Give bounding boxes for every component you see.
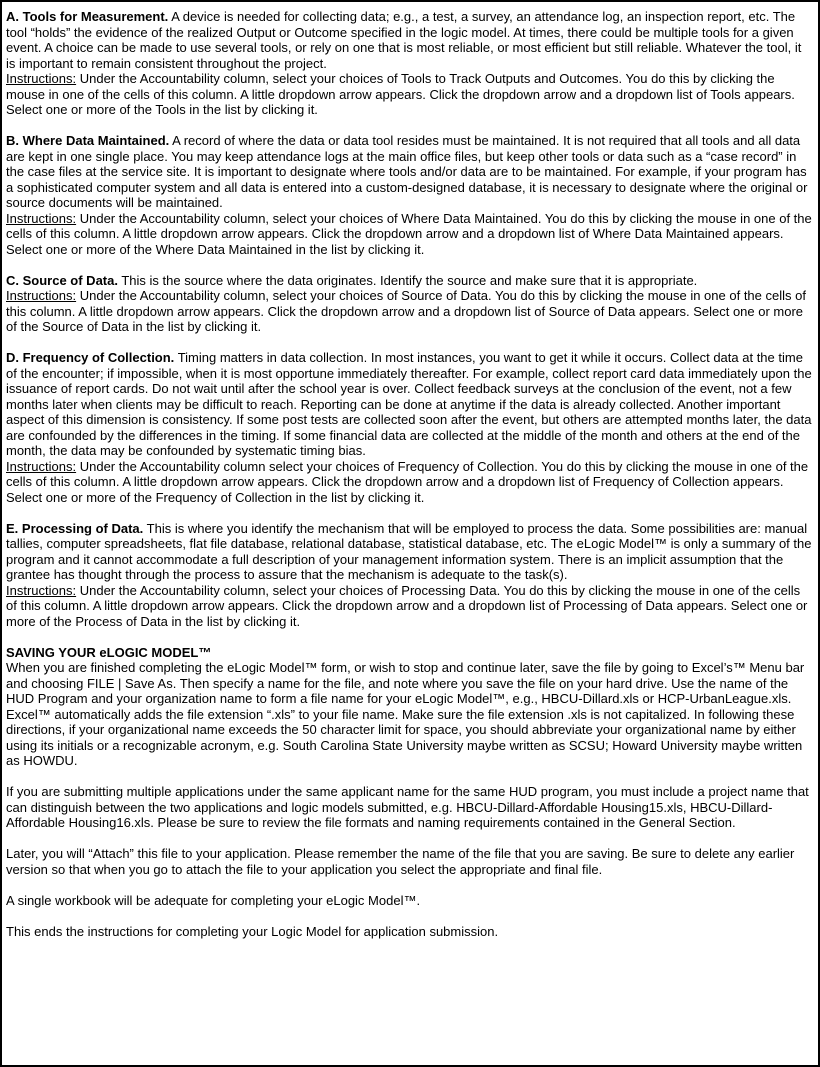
instructions-label: Instructions: bbox=[6, 71, 77, 86]
instructions-paragraph bbox=[6, 71, 812, 118]
saving-paragraph-multiple-applications: If you are submitting multiple applications under the same applicant name for the same HUD program, you must include a project name that can distinguish between the two applications and logic models submitted, e.g. HBCU-Dillard-Affordable Housing15.xls, HBCU-Dillard-Affordable Housing16.xls. Please be sure to review the file formats and naming requirements contained in the General Section. bbox=[6, 784, 809, 830]
instructions-text: Under the Accountability column, select your choices of Processing Data. You do this by clicking the mouse in one of the cells of this column. A little dropdown arrow appears. Click the dropdown arrow and a dropdown list of Processing of Data appears. Select one or more of the Process of Data in the list by clicking it. bbox=[6, 582, 808, 629]
saving-paragraph-end-of-instructions: This ends the instructions for completing your Logic Model for application submission. bbox=[6, 923, 499, 939]
instructions-label: Instructions: bbox=[6, 458, 77, 474]
instructions-paragraph bbox=[6, 583, 812, 630]
instructions-label: Instructions: bbox=[6, 288, 77, 303]
section-heading: D. Frequency of Collection. bbox=[6, 350, 175, 365]
section-processing-of-data bbox=[6, 521, 812, 630]
instructions-label: Instructions: bbox=[6, 582, 77, 598]
section-body-paragraph bbox=[6, 350, 812, 459]
saving-heading: SAVING YOUR eLOGIC MODEL™ bbox=[6, 644, 212, 660]
instructions-paragraph bbox=[6, 288, 812, 335]
instructions-label: Instructions: bbox=[6, 210, 77, 226]
instructions-text: Under the Accountability column select your choices of Frequency of Collection. You do this by clicking the mouse in one of the cells of this column. A little dropdown arrow appears. Click the dropdown arrow and a dropdown list of Frequency of Collection appears. Select one or more of the Frequency of Collection in the list by clicking it. bbox=[6, 458, 809, 505]
section-body-text: Timing matters in data collection. In most instances, you want to get it while it occurs. Collect data at the time of the encounter; if impossible, when it is most opportune immediately thereafter. For example, collect report card data immediately upon the issuance of report cards. Do not wait until after the school year is over. Collect feedback surveys at the conclusion of the event, not a few months later when clients may be difficult to reach. Reporting can be done at anytime if the data is already collected. Another important aspect of this dimension is consistency. If some post tests are collected soon after the event, but others are attempted months later, the data are confounded by the differences in the timing. If some financial data are collected at the middle of the month and others at the end of the month, the data may be confounded by systematic timing bias. bbox=[6, 350, 812, 458]
saving-paragraph-file-naming: When you are finished completing the eLogic Model™ form, or wish to stop and continue later, save the file by going to Excel’s™ Menu bar and choosing FILE | Save As. Then specify a name for the file, and note where you save the file on your hard drive. Use the name of the HUD Program and your organization name to form a file name for your eLogic Model™, e.g., HBCU-Dillard.xls or HCP-UrbanLeague.xls. Excel™ automatically adds the file extension “.xls” to your file name. Make sure the file extension .xls is not capitalized. In following these directions, if your organizational name exceeds the 50 character limit for space, you should abbreviate your organizational name by either using its initials or a recognizable acronym, e.g. South Carolina State University maybe written as SCSU; Howard University maybe written as HOWDU. bbox=[6, 660, 805, 768]
instructions-paragraph bbox=[6, 459, 812, 506]
section-saving-elogic-model bbox=[6, 645, 812, 940]
section-body-text: This is where you identify the mechanism that will be employed to process the data. Some possibilities are: manual tallies, computer spreadsheets, flat file database, relational database, statistical database, etc. The eLogic Model™ is only a summary of the program and it cannot accommodate a full description of your management information system. There is an implicit assumption that the grantee has thought through the process to assure that the mechanism is adequate to the task(s). bbox=[6, 520, 812, 582]
section-body-paragraph bbox=[6, 273, 812, 289]
saving-paragraph-attach-file: Later, you will “Attach” this file to your application. Please remember the name of the file that you are saving. Be sure to delete any earlier version so that when you go to attach the file to your application you select the appropriate and final file. bbox=[6, 846, 795, 877]
section-body-paragraph bbox=[6, 133, 812, 211]
section-heading: E. Processing of Data. bbox=[6, 520, 144, 536]
section-where-data-maintained bbox=[6, 133, 812, 257]
section-heading: B. Where Data Maintained. bbox=[6, 133, 170, 148]
instructions-paragraph bbox=[6, 211, 812, 258]
section-heading: C. Source of Data. bbox=[6, 272, 118, 288]
instructions-text: Under the Accountability column, select your choices of Source of Data. You do this by clicking the mouse in one of the cells of this column. A little dropdown arrow appears. Click the dropdown arrow and a dropdown list of Source of Data appears. Select one or more of the Source of Data in the list by clicking it. bbox=[6, 288, 806, 334]
section-frequency-of-collection bbox=[6, 350, 812, 505]
section-heading: A. Tools for Measurement. bbox=[6, 9, 169, 24]
section-body-text: A record of where the data or data tool resides must be maintained. It is not required that all tools and all data are kept in one single place. You may keep attendance logs at the main office files, but keep other tools or data such as a “case record” in the case files at the service site. It is important to designate where tools and/or data are to be maintained. For example, if your program has a sophisticated computer system and all data is entered into a custom-designed database, it is necessary to designate where the original or source documents will be maintained. bbox=[6, 133, 808, 210]
section-body-text: This is the source where the data originates. Identify the source and make sure that it is appropriate. bbox=[121, 272, 698, 288]
section-body-text: A device is needed for collecting data; e.g., a test, a survey, an attendance log, an inspection report, etc. The tool “holds” the evidence of the realized Output or Outcome specified in the logic model. At times, there could be multiple tools for a given event. A choice can be made to use several tools, or rely on one that is most reliable, or most efficient but still reliable. Whatever the tool, it is important to remain consistent throughout the project. bbox=[6, 9, 802, 71]
section-body-paragraph bbox=[6, 521, 812, 583]
instructions-text: Under the Accountability column, select your choices of Tools to Track Outputs and Outcomes. You do this by clicking the mouse in one of the cells of this column. A little dropdown arrow appears. Click the dropdown arrow and a dropdown list of Tools appears. Select one or more of the Tools in the list by clicking it. bbox=[6, 71, 795, 117]
instructions-text: Under the Accountability column, select your choices of Where Data Maintained. You do this by clicking the mouse in one of the cells of this column. A little dropdown arrow appears. Click the dropdown arrow and a dropdown list of Where Data Maintained appears. Select one or more of the Where Data Maintained in the list by clicking it. bbox=[6, 210, 812, 257]
saving-paragraph-single-workbook: A single workbook will be adequate for completing your eLogic Model™. bbox=[6, 892, 421, 908]
section-body-paragraph bbox=[6, 9, 812, 71]
section-tools-for-measurement bbox=[6, 9, 812, 118]
section-source-of-data bbox=[6, 273, 812, 335]
